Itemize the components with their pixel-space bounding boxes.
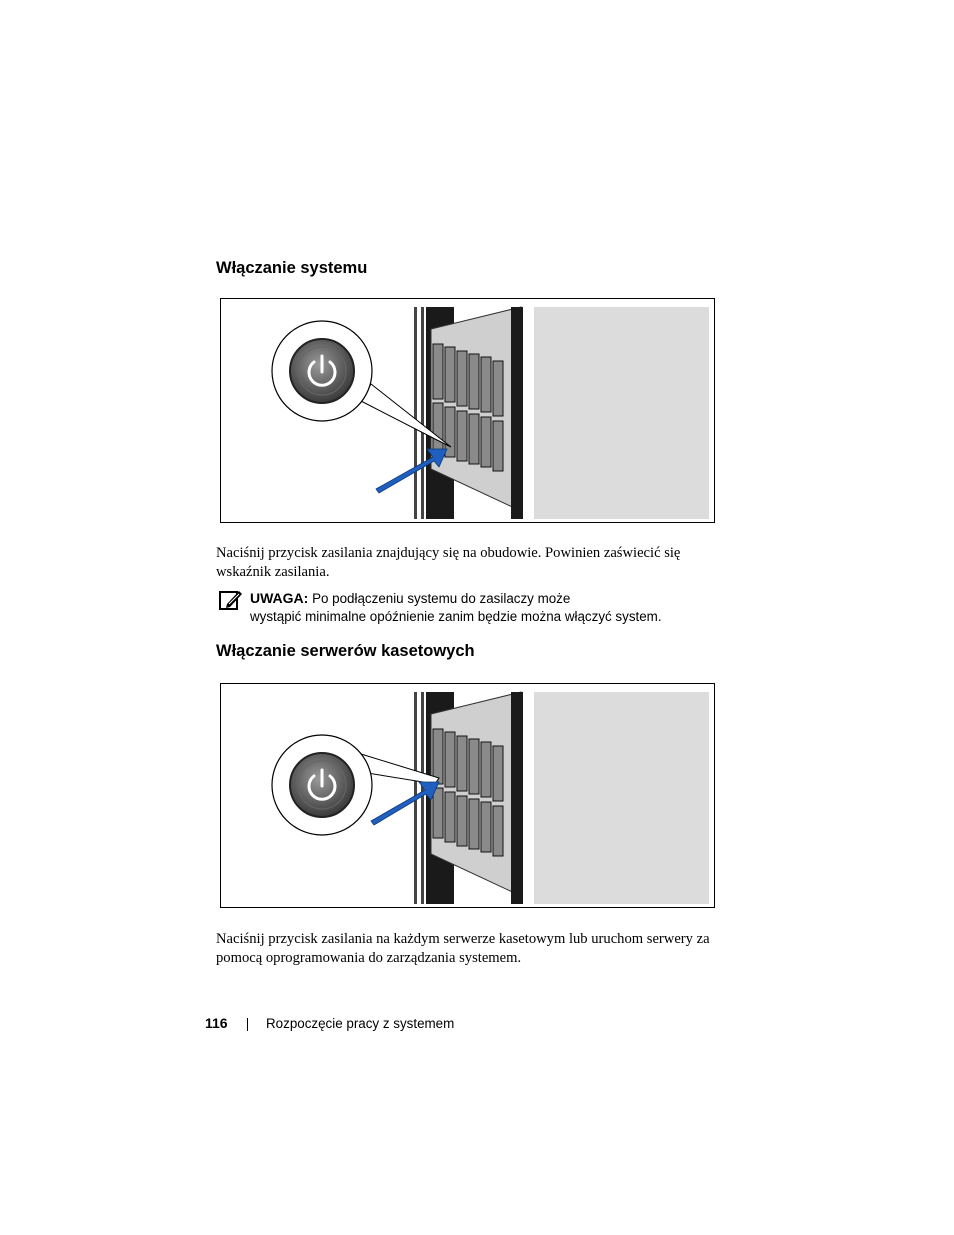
note-text-line1: Po podłączeniu systemu do zasilaczy może — [312, 591, 571, 606]
figure-chassis-power-button — [220, 298, 715, 523]
footer-separator — [247, 1018, 248, 1031]
note-text-line2: wystąpić minimalne opóźnienie zanim będzie można włączyć system. — [250, 609, 662, 624]
section-heading-power-on-blades: Włączanie serwerów kasetowych — [216, 642, 475, 660]
note-label: UWAGA: — [250, 590, 309, 606]
footer-chapter-title: Rozpoczęcie pracy z systemem — [266, 1016, 455, 1031]
paragraph-power-on-system: Naciśnij przycisk zasilania znajdujący się na obudowie. Powinien zaświecić się wskaźnik zasilania. — [216, 545, 681, 580]
paragraph-power-on-blades: Naciśnij przycisk zasilania na każdym serwerze kasetowym lub uruchom serwery za pomocą oprogramowania do zarządzania systemem. — [216, 931, 710, 966]
page-number: 116 — [205, 1015, 228, 1031]
note-pencil-icon — [219, 588, 243, 612]
section-heading-power-on-system: Włączanie systemu — [216, 259, 368, 277]
figure-blade-power-button — [220, 683, 715, 908]
note-block — [250, 589, 720, 626]
